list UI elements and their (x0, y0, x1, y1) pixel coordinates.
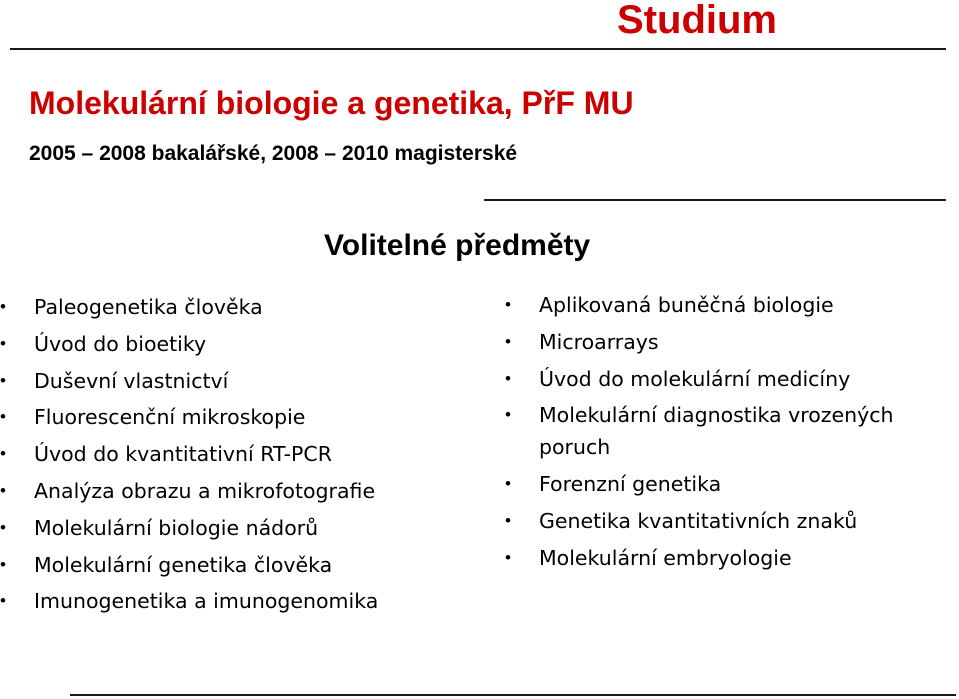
list-item: • Molekulární biologie nádorů (0, 510, 470, 547)
section-divider (484, 199, 946, 201)
list-item: • Fluorescenční mikroskopie (0, 399, 470, 436)
list-item: • Duševní vlastnictví (0, 363, 470, 400)
list-item: • Analýza obrazu a mikrofotografie (0, 473, 470, 510)
slide-title: Studium (617, 0, 777, 42)
program-years: 2005 – 2008 bakalářské, 2008 – 2010 magisterské (29, 142, 518, 165)
list-item: • Microarrays (505, 326, 959, 358)
list-item: • Úvod do kvantitativní RT-PCR (0, 436, 470, 473)
list-item: • Molekulární genetika člověka (0, 547, 470, 584)
top-divider (10, 48, 946, 50)
list-item: • Genetika kvantitativních znaků (505, 505, 959, 537)
list-item: • Úvod do molekulární medicíny (505, 363, 959, 395)
list-item: • Imunogenetika a imunogenomika (0, 583, 470, 620)
list-item: • Aplikovaná buněčná biologie (505, 289, 959, 321)
list-item: • Molekulární embryologie (505, 542, 959, 574)
list-item: • Forenzní genetika (505, 468, 959, 500)
bottom-divider (70, 694, 956, 696)
program-title: Molekulární biologie a genetika, PřF MU (29, 85, 634, 121)
electives-list-left (0, 289, 470, 620)
list-item: • Úvod do bioetiky (0, 326, 470, 363)
electives-list-right (505, 289, 959, 579)
list-item: • Molekulární diagnostika vrozených poruch (505, 399, 959, 463)
electives-heading: Volitelné předměty (324, 229, 591, 262)
list-item: • Paleogenetika člověka (0, 289, 470, 326)
